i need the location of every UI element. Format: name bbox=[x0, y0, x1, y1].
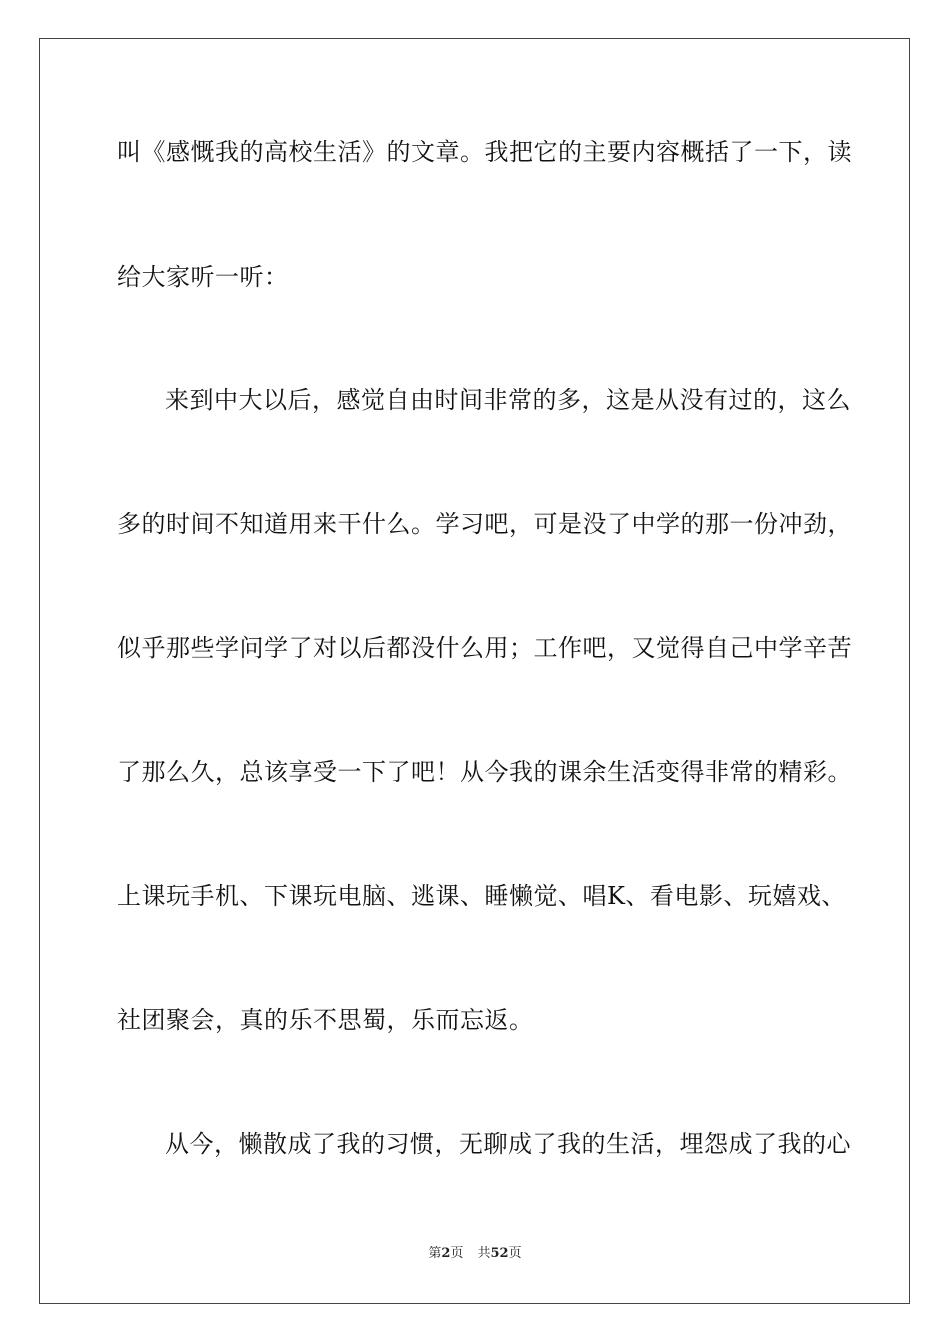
body-line-6: 了那么久，总该享受一下了吧！从今我的课余生活变得非常的精彩。 bbox=[117, 758, 852, 786]
footer-page-current: 2 bbox=[441, 1246, 451, 1261]
footer-total-prefix: 共 bbox=[477, 1246, 491, 1261]
body-line-9-indent: 从今，懒散成了我的习惯，无聊成了我的生活，埋怨成了我的心 bbox=[165, 1130, 851, 1158]
body-line-5: 似乎那些学问学了对以后都没什么用；工作吧，又觉得自己中学辛苦 bbox=[117, 634, 852, 662]
body-line-2: 给大家听一听： bbox=[117, 263, 289, 291]
page-frame bbox=[39, 38, 910, 1304]
body-line-7: 上课玩手机、下课玩电脑、逃课、睡懒觉、唱K、看电影、玩嬉戏、 bbox=[117, 882, 846, 910]
footer-total-suffix: 页 bbox=[508, 1246, 522, 1261]
page-footer bbox=[0, 1245, 950, 1263]
body-line-3-indent: 来到中大以后，感觉自由时间非常的多，这是从没有过的，这么 bbox=[165, 386, 851, 414]
body-line-4: 多的时间不知道用来干什么。学习吧，可是没了中学的那一份冲劲， bbox=[117, 510, 852, 538]
footer-page-total: 52 bbox=[490, 1246, 509, 1261]
body-line-1: 叫《感慨我的高校生活》的文章。我把它的主要内容概括了一下，读 bbox=[117, 138, 852, 166]
footer-page-prefix: 第 bbox=[428, 1246, 442, 1261]
body-line-8: 社团聚会，真的乐不思蜀，乐而忘返。 bbox=[117, 1006, 534, 1034]
footer-page-suffix: 页 bbox=[450, 1246, 464, 1261]
